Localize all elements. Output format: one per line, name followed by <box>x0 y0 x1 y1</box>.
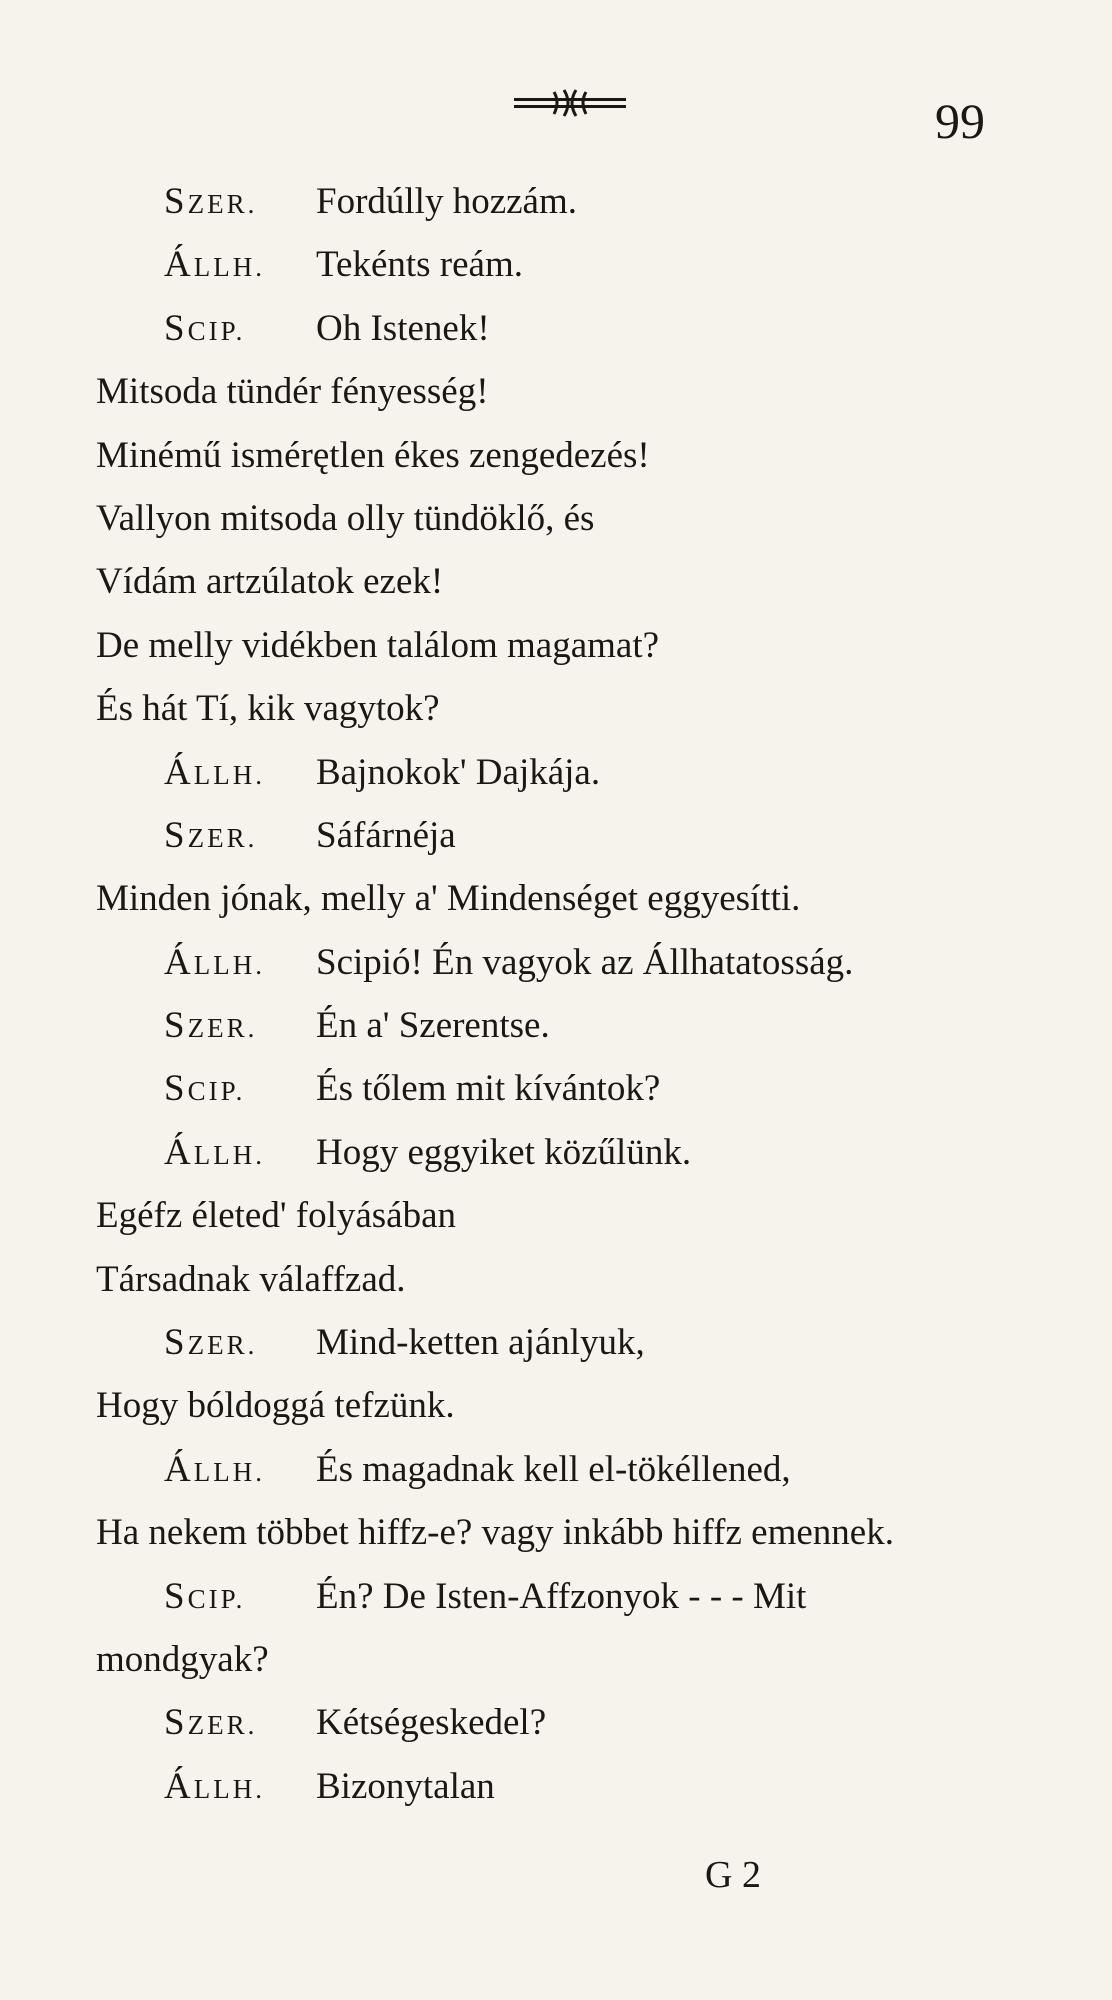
speaker-initial: Á <box>164 1131 194 1173</box>
speaker-abbrev: LLH. <box>193 1456 265 1487</box>
line-text: Társadnak válaffzad. <box>96 1258 406 1300</box>
line-text: Kétségeskedel? <box>316 1702 547 1744</box>
line-text: Én a' Szerentse. <box>316 1005 550 1047</box>
line-text: Minden jónak, melly a' Mindenséget eggyesítti. <box>96 878 801 920</box>
speaker-initial: S <box>164 814 188 856</box>
header-ornament <box>510 86 630 120</box>
speaker-label <box>164 741 316 807</box>
verse-line <box>96 1374 1056 1437</box>
speaker-abbrev: CIP. <box>187 1076 246 1107</box>
verse-line <box>96 1501 1056 1564</box>
text-body <box>96 170 1056 1818</box>
speaker-abbrev: LLH. <box>193 759 265 790</box>
verse-line <box>96 677 1056 740</box>
speaker-label <box>164 170 316 236</box>
speaker-abbrev: LLH. <box>193 949 265 980</box>
speech-line <box>96 1755 1056 1818</box>
speech-line <box>96 1057 1056 1120</box>
verse-line <box>96 1184 1056 1247</box>
line-text: Egéfz életed' folyásában <box>96 1195 457 1237</box>
speaker-abbrev: ZER. <box>187 1330 258 1361</box>
speaker-abbrev: CIP. <box>187 1583 246 1614</box>
line-text: Oh Istenek! <box>316 307 490 349</box>
speaker-initial: S <box>164 307 188 349</box>
speech-line <box>96 994 1056 1057</box>
speaker-initial: S <box>164 1005 188 1047</box>
speech-line <box>96 931 1056 994</box>
line-text: Sáfárnéja <box>316 814 456 856</box>
line-text: Minémű ismérętlen ékes zengedezés! <box>96 434 650 476</box>
speech-line <box>96 297 1056 360</box>
speaker-abbrev: LLH. <box>193 252 265 283</box>
speaker-abbrev: LLH. <box>193 1773 265 1804</box>
speaker-label <box>164 297 316 363</box>
speaker-abbrev: ZER. <box>187 822 258 853</box>
speaker-label <box>164 931 316 997</box>
speaker-initial: Á <box>164 244 194 286</box>
speaker-initial: S <box>164 181 188 222</box>
speaker-initial: S <box>164 1322 188 1364</box>
speaker-label <box>164 804 316 870</box>
line-text: Hogy eggyiket közűlünk. <box>316 1131 692 1173</box>
speech-line <box>96 170 1056 233</box>
line-text: És hát Tí, kik vagytok? <box>96 688 440 730</box>
verse-line <box>96 487 1056 550</box>
speech-line <box>96 1311 1056 1374</box>
line-text: Bajnokok' Dajkája. <box>316 751 601 793</box>
verse-line <box>96 360 1056 423</box>
speaker-label <box>164 1565 316 1631</box>
page-number: 99 <box>935 93 985 149</box>
line-text: Mitsoda tündér fényesség! <box>96 371 489 413</box>
speaker-initial: S <box>164 1575 188 1617</box>
speaker-abbrev: LLH. <box>193 1139 265 1170</box>
verse-line <box>96 1248 1056 1311</box>
verse-line <box>96 550 1056 613</box>
line-text: Vallyon mitsoda olly tündöklő, és <box>96 497 595 539</box>
signature-mark: G 2 <box>705 1854 761 1896</box>
line-text: Scipió! Én vagyok az Állhatatosság. <box>316 941 854 983</box>
line-text: És magadnak kell el-tökéllened, <box>316 1448 791 1490</box>
speaker-label <box>164 233 316 299</box>
speaker-initial: S <box>164 1068 188 1110</box>
line-text: Én? De Isten-Affzonyok - - - Mit <box>316 1575 807 1617</box>
line-text: Mind-ketten ajánlyuk, <box>316 1322 645 1364</box>
line-text: És tőlem mit kívántok? <box>316 1068 661 1110</box>
speaker-label <box>164 1755 316 1821</box>
speaker-label <box>164 1311 316 1377</box>
speech-line <box>96 1565 1056 1628</box>
speech-line <box>96 1438 1056 1501</box>
speech-line <box>96 233 1056 296</box>
verse-line <box>96 614 1056 677</box>
speaker-initial: Á <box>164 941 194 983</box>
speaker-label <box>164 1057 316 1123</box>
speech-line <box>96 1691 1056 1754</box>
speaker-initial: S <box>164 1702 188 1744</box>
line-text: Ha nekem többet hiffz-e? vagy inkább hiffz emennek. <box>96 1512 894 1554</box>
speech-line <box>96 1121 1056 1184</box>
line-text: Vídám artzúlatok ezek! <box>96 561 444 603</box>
line-text: Tekénts reám. <box>316 244 523 286</box>
speaker-abbrev: ZER. <box>187 1710 258 1741</box>
line-text: Hogy bóldoggá tefzünk. <box>96 1385 455 1427</box>
speaker-label <box>164 1691 316 1757</box>
speaker-abbrev: ZER. <box>187 1013 258 1044</box>
speech-line <box>96 804 1056 867</box>
speaker-label <box>164 1438 316 1504</box>
line-text: De melly vidékben találom magamat? <box>96 624 660 666</box>
speaker-initial: Á <box>164 751 194 793</box>
speaker-abbrev: ZER. <box>187 189 258 219</box>
speech-line <box>96 741 1056 804</box>
verse-line <box>96 1628 1056 1691</box>
speaker-label <box>164 994 316 1060</box>
speaker-initial: Á <box>164 1765 194 1807</box>
speaker-abbrev: CIP. <box>187 315 246 346</box>
speaker-label <box>164 1121 316 1187</box>
speaker-initial: Á <box>164 1448 194 1490</box>
line-text: Bizonytalan <box>316 1765 495 1807</box>
verse-line <box>96 424 1056 487</box>
line-text: mondgyak? <box>96 1638 269 1680</box>
verse-line <box>96 867 1056 930</box>
line-text: Fordúlly hozzám. <box>316 181 578 222</box>
